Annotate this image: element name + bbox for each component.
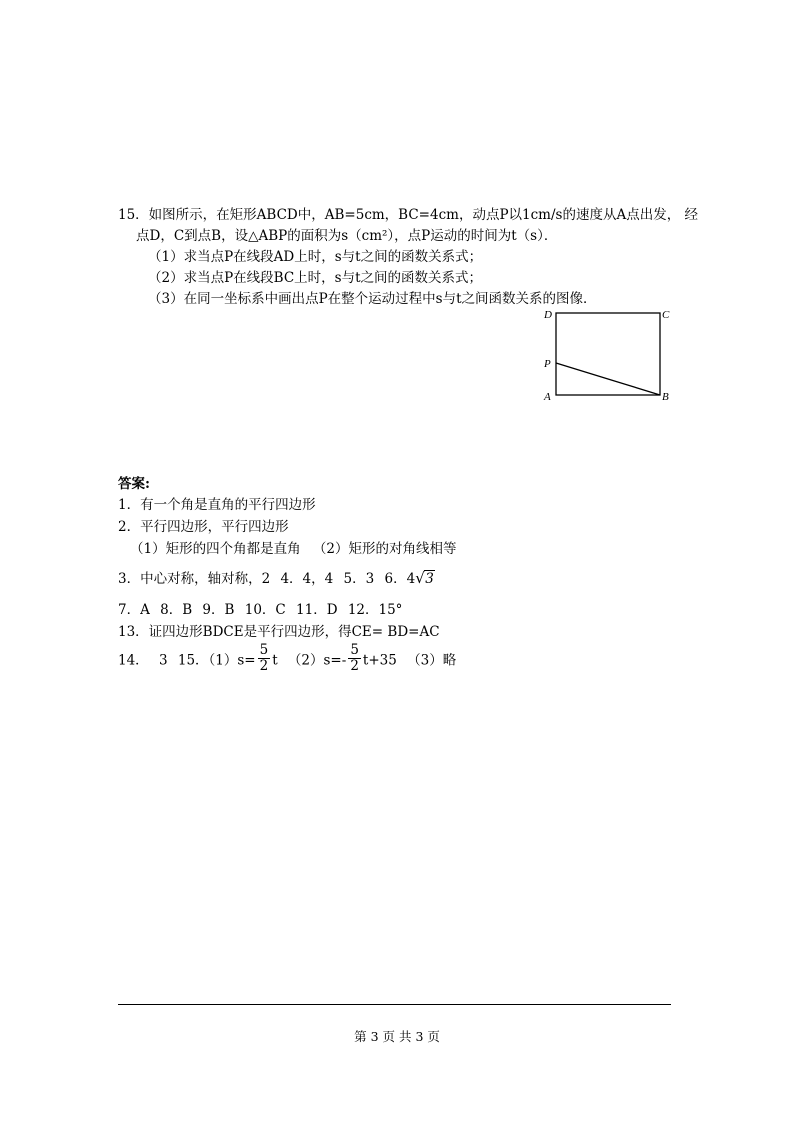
sqrt-radicand: 3: [425, 571, 434, 587]
footer-rule: [118, 1004, 671, 1005]
label-b: B: [662, 391, 669, 403]
answer-14-15-mid: t （2）s=-: [272, 652, 347, 669]
label-d: D: [544, 309, 552, 321]
q15-sub2: （2）求当点P在线段BC上时，s与t之间的函数关系式；: [148, 270, 483, 286]
q15-sub1: （1）求当点P在线段AD上时，s与t之间的函数关系式；: [148, 249, 483, 265]
q15-line2: 点D，C到点B，设△ABP的面积为s（cm²），点P运动的时间为t（s）．: [136, 228, 558, 244]
answer-1: 1．有一个角是直角的平行四边形: [118, 497, 316, 513]
answer-13: 13．证四边形BDCE是平行四边形，得CE= BD=AC: [118, 624, 440, 640]
answer-7-12: 7．A 8．B 9．B 10．C 11．D 12．15°: [118, 602, 403, 618]
segment-pb: [556, 363, 660, 395]
fraction-1: [258, 643, 271, 674]
label-a: A: [544, 391, 551, 403]
answer-2: 2．平行四边形，平行四边形: [118, 519, 289, 535]
page-number: 第 3 页 共 3 页: [354, 1029, 440, 1044]
answer-3-6: [118, 567, 435, 587]
label-c: C: [662, 309, 670, 321]
rectangle-figure: [540, 305, 675, 405]
label-p: P: [544, 358, 551, 370]
answer-14-15: [118, 643, 456, 674]
rectangle-abcd: [556, 313, 660, 395]
fraction-2-numerator: 5: [350, 642, 359, 658]
answers-heading: 答案:: [118, 476, 150, 492]
answer-14-15-suffix: t+35 （3）略: [362, 652, 457, 669]
fraction-2-denominator: 2: [350, 658, 359, 674]
q15-line1: 15．如图所示，在矩形ABCD中，AB=5cm，BC=4cm，动点P以1cm/s的速度从A点出发， 经: [118, 207, 698, 223]
sqrt-expression: √ 3: [415, 569, 434, 587]
fraction-2: [348, 643, 361, 674]
q15-sub3: （3）在同一坐标系中画出点P在整个运动过程中s与t之间函数关系的图像．: [148, 291, 597, 307]
answer-3-6-text: 3．中心对称，轴对称，2 4．4，4 5．3 6．4: [118, 571, 416, 587]
answer-14-15-prefix: 14． 3 15．（1）s=: [118, 652, 256, 669]
fraction-1-numerator: 5: [259, 642, 269, 658]
fraction-1-denominator: 2: [259, 658, 269, 674]
answer-2-detail: （1）矩形的四个角都是直角 （2）矩形的对角线相等: [130, 541, 457, 557]
